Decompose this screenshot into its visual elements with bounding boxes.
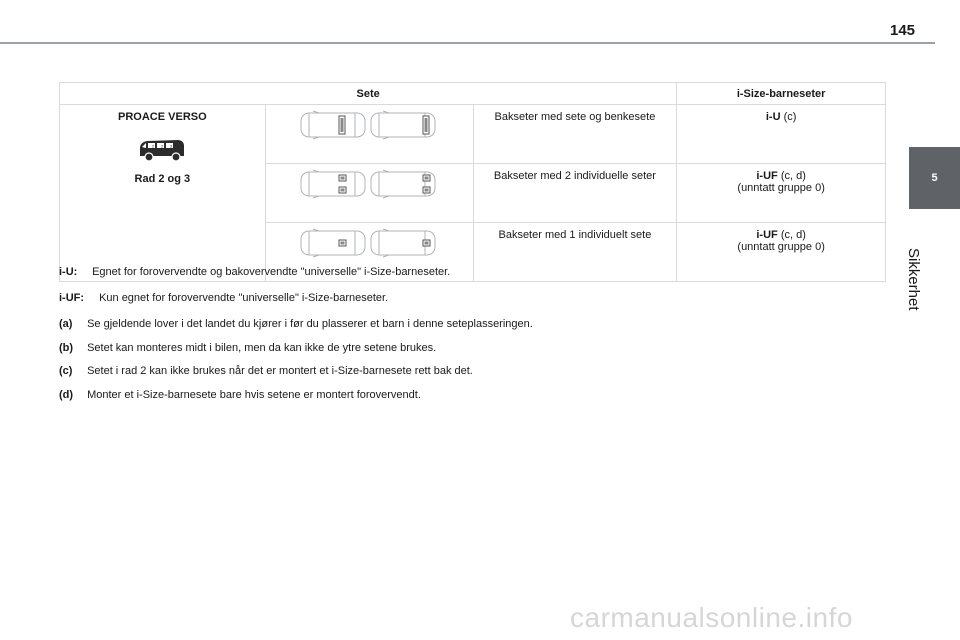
seat-layout-bench: [265, 105, 473, 164]
isize-note: (c): [783, 111, 797, 123]
header-seat: Sete: [60, 83, 677, 105]
footnote-text: Se gjeldende lover i det landet du kjører i før du plasserer et barn i denne seteplasseringen.: [87, 318, 533, 330]
footnote-key: i-UF:: [59, 292, 85, 304]
footnote-i-u: [59, 266, 450, 278]
vehicle-cell: [60, 105, 266, 282]
isize-note: (c, d): [780, 170, 806, 182]
header-divider: [0, 42, 935, 44]
footnote-text: Kun egnet for forovervendte "universelle" i-Size-barneseter.: [99, 292, 389, 304]
page-number: 145: [890, 22, 916, 39]
svg-text:3: 3: [170, 143, 173, 149]
seat-diagram-bench-icon: [299, 110, 439, 140]
footnote-key: (d): [59, 389, 74, 401]
vehicle-name: PROACE VERSO: [118, 111, 207, 123]
footnote-text: Setet kan monteres midt i bilen, men da kan ikke de ytre setene brukes.: [87, 342, 437, 354]
isize-code: i-UF: [756, 170, 778, 182]
seat-description: Bakseter med 2 individuelle seter: [473, 164, 677, 223]
chapter-tab[interactable]: 5: [909, 147, 960, 209]
isize-cell: [677, 105, 886, 164]
table-row: [60, 105, 886, 164]
isize-code: i-U: [765, 111, 781, 123]
isize-note: (c, d): [780, 229, 806, 241]
row-label: Rad 2 og 3: [134, 173, 191, 185]
isize-code: i-UF: [756, 229, 778, 241]
footnote-text: Egnet for forovervendte og bakovervendte "universelle" i-Size-barneseter.: [92, 266, 451, 278]
footnote-key: (a): [59, 318, 73, 330]
table-header-row: [60, 83, 886, 105]
footnote-key: (c): [59, 365, 73, 377]
isize-cell: [677, 223, 886, 282]
footnote-key: (b): [59, 342, 74, 354]
svg-text:2: 2: [152, 143, 155, 149]
footnote-text: Setet i rad 2 kan ikke brukes når det er montert et i-Size-barnesete rett bak det.: [87, 365, 473, 377]
footnote-a: [59, 318, 533, 330]
footnote-d: [59, 389, 421, 401]
svg-text:2: 2: [161, 143, 164, 149]
footnote-i-uf: [59, 292, 388, 304]
seat-diagram-2-individual-icon: [299, 169, 439, 199]
van-icon: [138, 137, 186, 163]
isize-extra: (unntatt gruppe 0): [737, 182, 825, 194]
footnote-key: i-U:: [59, 266, 78, 278]
footnote-c: [59, 365, 473, 377]
seat-diagram-1-individual-icon: [299, 228, 439, 258]
isize-cell: [677, 164, 886, 223]
footnote-text: Monter et i-Size-barnesete bare hvis setene er montert forovervendt.: [87, 389, 421, 401]
header-isize: i-Size-barneseter: [677, 83, 886, 105]
seat-description: Bakseter med 1 individuelt sete: [473, 223, 677, 282]
watermark: carmanualsonline.info: [570, 602, 853, 633]
isize-extra: (unntatt gruppe 0): [737, 241, 825, 253]
chapter-title: Sikkerhet: [905, 248, 922, 311]
seat-description: Bakseter med sete og benkesete: [473, 105, 677, 164]
footnote-b: [59, 342, 436, 354]
isize-seat-table: [59, 82, 886, 282]
seat-layout-2-individual: [265, 164, 473, 223]
